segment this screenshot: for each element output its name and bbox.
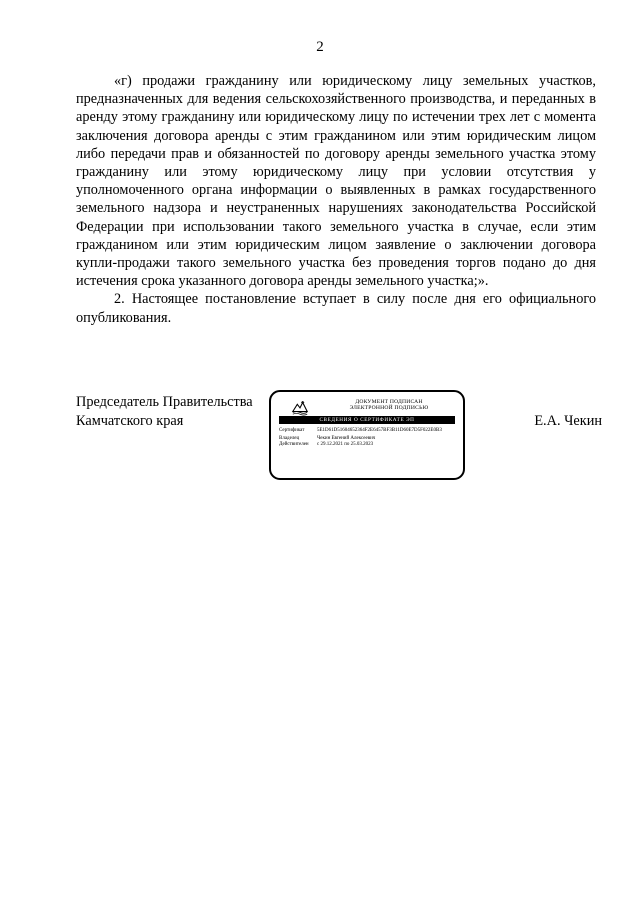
- signatory-name: Е.А. Чекин: [534, 413, 602, 429]
- stamp-heading: [319, 399, 459, 412]
- paragraph-entry-into-force: 2. Настоящее постановление вступает в силу после дня его официального опубликования.: [76, 291, 596, 326]
- kamchatka-emblem-icon: [291, 398, 309, 416]
- stamp-label: Владелец: [279, 436, 300, 442]
- stamp-value: 5E1D61D51604652364F2E6457BF3B11D60E7D5F022E0B3: [317, 428, 442, 433]
- signatory-title: [76, 393, 253, 430]
- page-number: 2: [316, 39, 324, 55]
- stamp-value: Чекин Евгений Алексеевич: [317, 436, 376, 442]
- signatory-title-line1: Председатель Правительства: [76, 394, 253, 410]
- stamp-label: Сертификат: [279, 428, 305, 433]
- stamp-heading-line1: ДОКУМЕНТ ПОДПИСАН: [355, 399, 423, 405]
- stamp-certificate-bar: СВЕДЕНИЯ О СЕРТИФИКАТЕ ЭП: [279, 416, 455, 424]
- stamp-heading-line2: ЭЛЕКТРОННОЙ ПОДПИСЬЮ: [349, 405, 429, 412]
- signatory-title-line2: Камчатского края: [76, 412, 184, 429]
- stamp-row-validity: [279, 442, 459, 448]
- electronic-signature-stamp: [269, 390, 465, 480]
- stamp-value: с 29.12.2021 по 25.03.2023: [317, 442, 374, 448]
- paragraph-amendment-g: «г) продажи гражданину или юридическому лицу земельных участков, предназначенных для ведения сельскохозяйственного производства, и переданных в аренду этому гражданину или юридическому лицу по истечении трех лет с момента заключения договора аренды с этим гражданином или этим юридическим лицом либо передачи прав и обязанностей по договору аренды земельного участка этому гражданину или этому юридическому лицу при условии отсутствия у уполномоченного органа информации о выявленных в рамках государственного земельного надзора и неустраненных нарушениях законодательства Российской Федерации при использовании такого земельного участка в случае, если этим гражданином или этим юридическим лицом заявление о заключении договора купли-продажи такого земельного участка без проведения торгов подано до дня истечения срока указанного договора аренды земельного участка;».: [76, 73, 596, 290]
- stamp-label: Действителен: [279, 442, 309, 448]
- document-body: [76, 72, 596, 327]
- stamp-details: [279, 428, 459, 449]
- stamp-row-certificate: [279, 428, 459, 434]
